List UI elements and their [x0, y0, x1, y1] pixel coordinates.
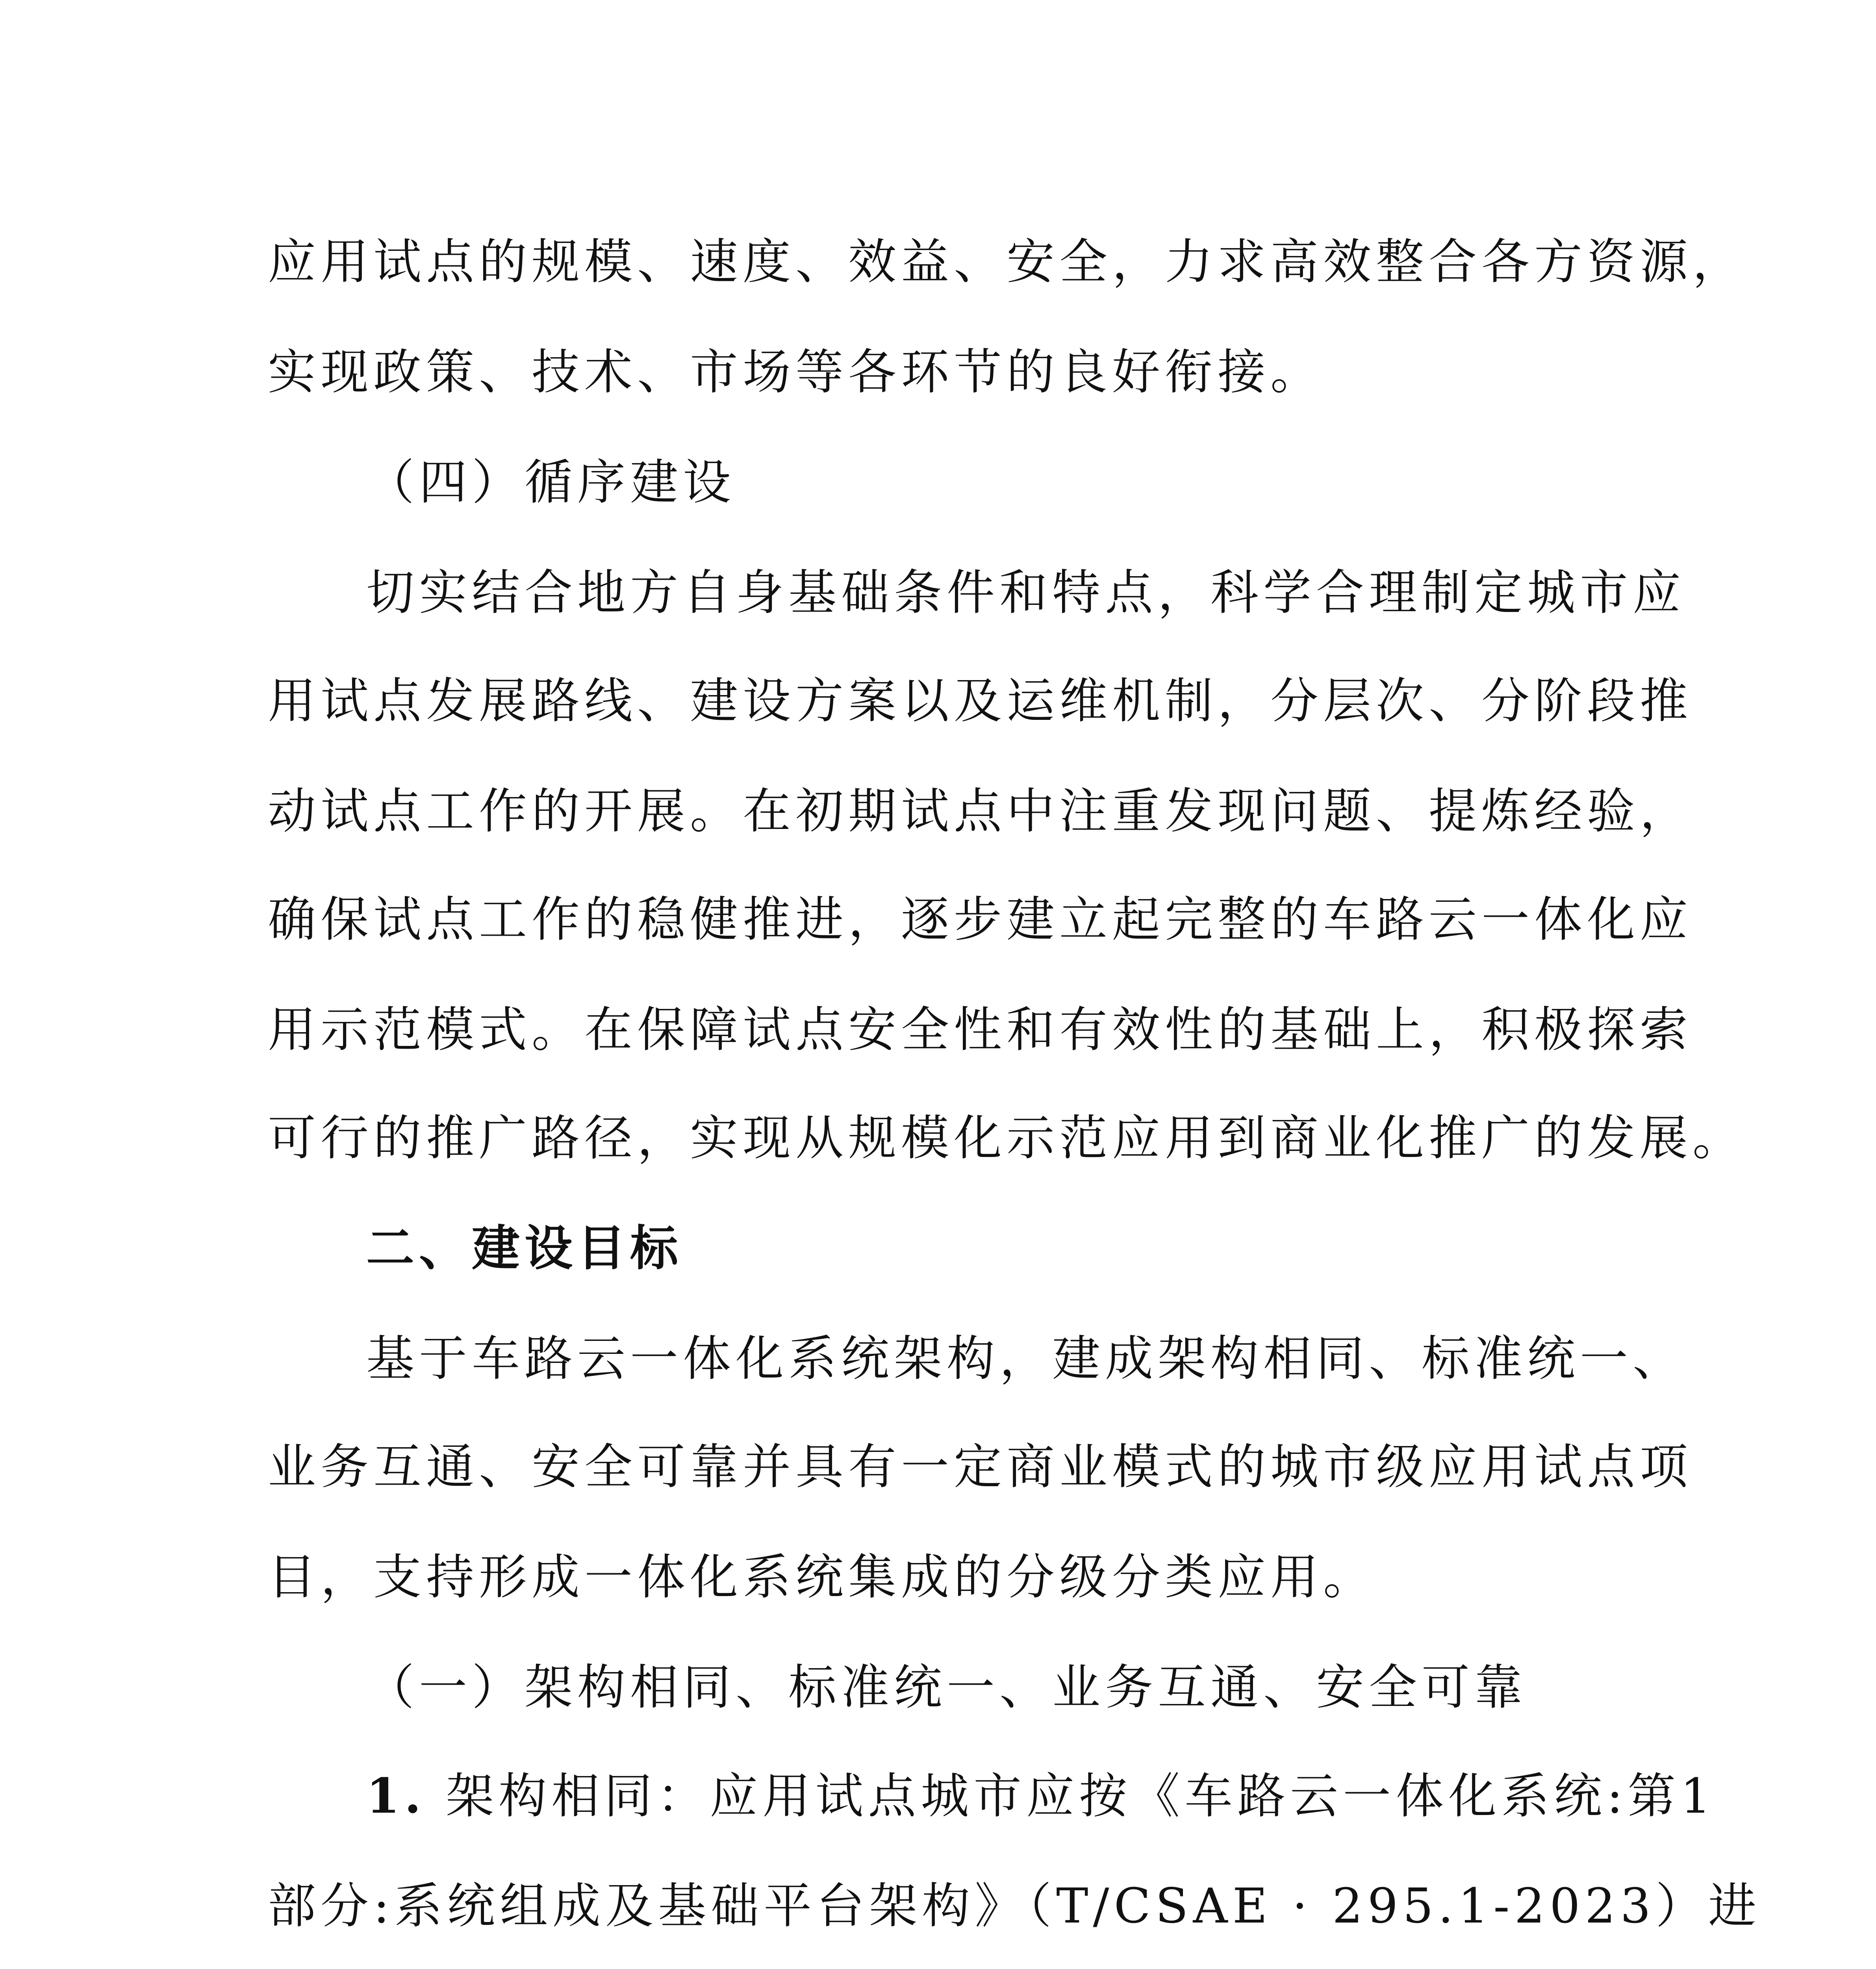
- paragraph-line: 确保试点工作的稳健推进，逐步建立起完整的车路云一体化应: [268, 892, 1692, 947]
- paragraph-line: 基于车路云一体化系统架构，建成架构相同、标准统一、: [366, 1331, 1685, 1387]
- section-heading: 二、建设目标: [366, 1220, 683, 1276]
- paragraph-line: 用试点发展路线、建设方案以及运维机制，分层次、分阶段推: [268, 673, 1692, 729]
- item-text: 架构相同：应用试点城市应按《车路云一体化系统:第1: [446, 1768, 1716, 1824]
- paragraph-line: 用示范模式。在保障试点安全性和有效性的基础上，积极探索: [268, 1002, 1692, 1058]
- section-subheading: （一）架构相同、标准统一、业务互通、安全可靠: [366, 1659, 1527, 1715]
- paragraph-line: 可行的推广路径，实现从规模化示范应用到商业化推广的发展。: [268, 1110, 1745, 1166]
- paragraph-line-numbered: [366, 1766, 1716, 1826]
- section-subheading: （四）循序建设: [366, 454, 736, 510]
- paragraph-line: 应用试点的规模、速度、效益、安全，力求高效整合各方资源，: [268, 234, 1745, 290]
- item-number: 1.: [366, 1767, 426, 1824]
- paragraph-line: 业务互通、安全可靠并具有一定商业模式的城市级应用试点项: [268, 1439, 1692, 1495]
- paragraph-line: 实现政策、技术、市场等各环节的良好衔接。: [268, 344, 1323, 400]
- paragraph-line: 切实结合地方自身基础条件和特点，科学合理制定城市应: [366, 565, 1685, 621]
- paragraph-line: 目，支持形成一体化系统集成的分级分类应用。: [268, 1549, 1376, 1605]
- paragraph-line: 部分:系统组成及基础平台架构》（T/CSAE · 295.1-2023）进: [268, 1878, 1761, 1934]
- paragraph-line: 动试点工作的开展。在初期试点中注重发现问题、提炼经验，: [268, 783, 1692, 839]
